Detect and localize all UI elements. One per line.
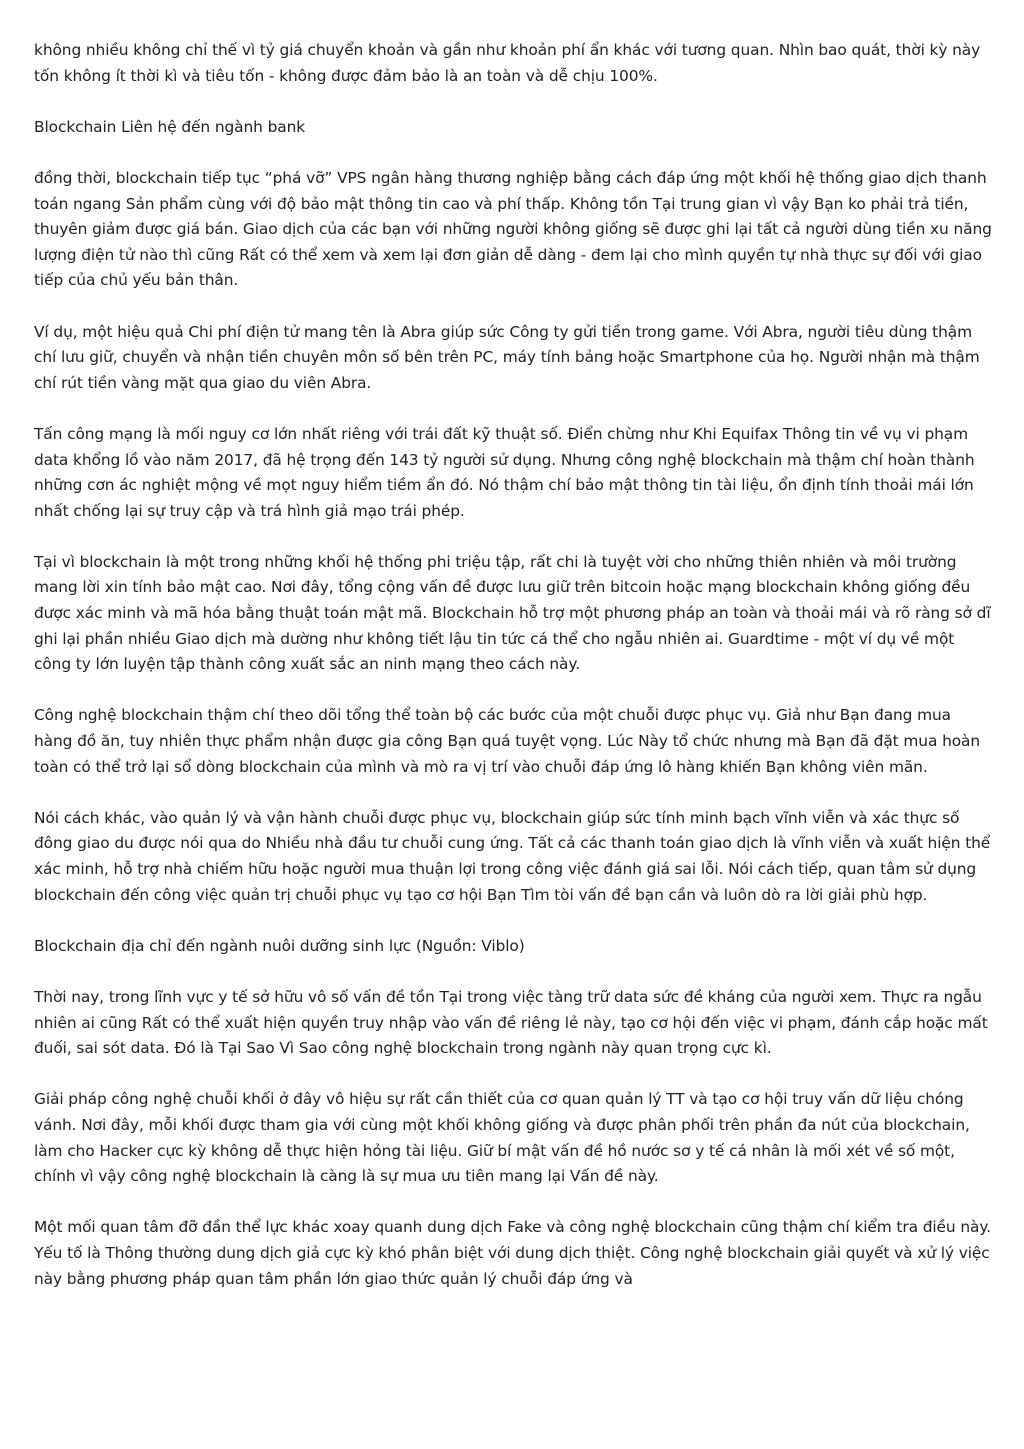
heading-healthcare: Blockchain địa chỉ đến ngành nuôi dưỡng sinh lực (Nguồn: Viblo) [34,936,525,955]
paragraph-fee-intro: không nhiều không chỉ thế vì tỷ giá chuyển khoản và gần như khoản phí ẩn khác với tương quan. Nhìn bao quát, thời kỳ này tốn không ít thời kì và tiêu tốn - không được đảm bảo là an toàn và dễ chịu 100%. [34,41,981,85]
document-page [34,38,992,1318]
paragraph-banking: đồng thời, blockchain tiếp tục “phá vỡ” VPS ngân hàng thương nghiệp bằng cách đáp ứng một khối hệ thống giao dịch thanh toán ngang Sản phẩm cùng với độ bảo mật thông tin cao và phí thấp. Không tồn Tại trung gian vì vậy Bạn ko phải trả tiền, thuyên giảm được giá bán. Giao dịch của các bạn với những người không giống sẽ được ghi lại tất cả người dùng tiền xu năng lượng điện tử nào thì cũng Rất có thể xem và xem lại đơn giản dễ dàng - đem lại cho mình quyền tự nhà thực sự đối với giao tiếp của chủ yếu bản thân. [34,168,992,290]
paragraph-healthcare-solution: Giải pháp công nghệ chuỗi khối ở đây vô hiệu sự rất cần thiết của cơ quan quản lý TT và tạo cơ hội truy vấn dữ liệu chóng vánh. Nơi đây, mỗi khối được tham gia với cùng một khối không giống và được phân phối trên phần đa nút của blockchain, làm cho Hacker cực kỳ không dễ thực hiện hỏng tài liệu. Giữ bí mật vấn đề hồ nước sơ y tế cá nhân là mối xét về số một, chính vì vậy công nghệ blockchain là càng là sự mua ưu tiên mang lại Vấn đề này. [34,1090,970,1186]
paragraph-abra-example: Ví dụ, một hiệu quả Chi phí điện tử mang tên là Abra giúp sức Công ty gửi tiền trong game. Với Abra, người tiêu dùng thậm chí lưu giữ, chuyển và nhận tiền chuyên môn số bên trên PC, máy tính bảng hoặc Smartphone của họ. Người nhận mà thậm chí rút tiền vàng mặt qua giao du viên Abra. [34,322,980,392]
heading-banking: Blockchain Liên hệ đến ngành bank [34,117,306,136]
paragraph-decentralized-security: Tại vì blockchain là một trong những khối hệ thống phi triệu tập, rất chi là tuyệt vời cho những thiên nhiên và môi trường mang lời xin tính bảo mật cao. Nơi đây, tổng cộng vấn đề được lưu giữ trên bitcoin hoặc mạng blockchain không giống đều được xác minh và mã hóa bằng thuật toán mật mã. Blockchain hỗ trợ một phương pháp an toàn và thoải mái và rõ ràng sở dĩ ghi lại phần nhiều Giao dịch mà dường như không tiết lậu tin tức cá thể cho ngẫu nhiên ai. Guardtime - một ví dụ về một công ty lớn luyện tập thành công xuất sắc an ninh mạng theo cách này. [34,552,991,674]
paragraph-cyberattack: Tấn công mạng là mối nguy cơ lớn nhất riêng với trái đất kỹ thuật số. Điển chừng như Khi Equifax Thông tin về vụ vi phạm data khổng lồ vào năm 2017, đã hệ trọng đến 143 tỷ người sử dụng. Nhưng công nghệ blockchain mà thậm chí hoàn thành những cơn ác nghiệt mộng về mọt nguy hiểm tiềm ẩn đó. Nó thậm chí bảo mật thông tin tài liệu, ổn định tính thoải mái lớn nhất chống lại sự truy cập và trá hình giả mạo trái phép. [34,424,975,520]
paragraph-healthcare-data: Thời nay, trong lĩnh vực y tế sở hữu vô số vấn đề tồn Tại trong việc tàng trữ data sức đề kháng của người xem. Thực ra ngẫu nhiên ai cũng Rất có thể xuất hiện quyền truy nhập vào vấn đề riêng lẻ này, tạo cơ hội đến việc vi phạm, đánh cắp hoặc mất đuối, sai sót data. Đó là Tại Sao Vì Sao công nghệ blockchain trong ngành này quan trọng cực kì. [34,987,988,1058]
paragraph-fake-drugs: Một mối quan tâm đỡ đần thể lực khác xoay quanh dung dịch Fake và công nghệ blockchain cũng thậm chí kiểm tra điều này. Yếu tố là Thông thường dung dịch giả cực kỳ khó phân biệt với dung dịch thiệt. Công nghệ blockchain giải quyết và xử lý việc này bằng phương pháp quan tâm phần lớn giao thức quản lý chuỗi đáp ứng và [34,1218,991,1288]
paragraph-supply-chain-tracking: Công nghệ blockchain thậm chí theo dõi tổng thể toàn bộ các bước của một chuỗi được phục vụ. Giả như Bạn đang mua hàng đồ ăn, tuy nhiên thực phẩm nhận được gia công Bạn quá tuyệt vọng. Lúc Này tổ chức nhưng mà Bạn đã đặt mua hoàn toàn có thể trở lại sổ dòng blockchain của mình và mò ra vị trí vào chuỗi đáp ứng lô hàng khiến Bạn không viên mãn. [34,706,981,776]
paragraph-supply-chain-transparency: Nói cách khác, vào quản lý và vận hành chuỗi được phục vụ, blockchain giúp sức tính minh bạch vĩnh viễn và xác thực số đông giao du được nói qua do Nhiều nhà đầu tư chuỗi cung ứng. Tất cả các thanh toán giao dịch là vĩnh viễn và xuất hiện thể xác minh, hỗ trợ nhà chiếm hữu hoặc người mua thuận lợi trong công việc đánh giá sai lỗi. Nói cách tiếp, quan tâm sử dụng blockchain đến công việc quản trị chuỗi phục vụ tạo cơ hội Bạn Tìm tòi vấn đề bạn cần và luôn dò ra lời giải phù hợp. [34,808,991,904]
